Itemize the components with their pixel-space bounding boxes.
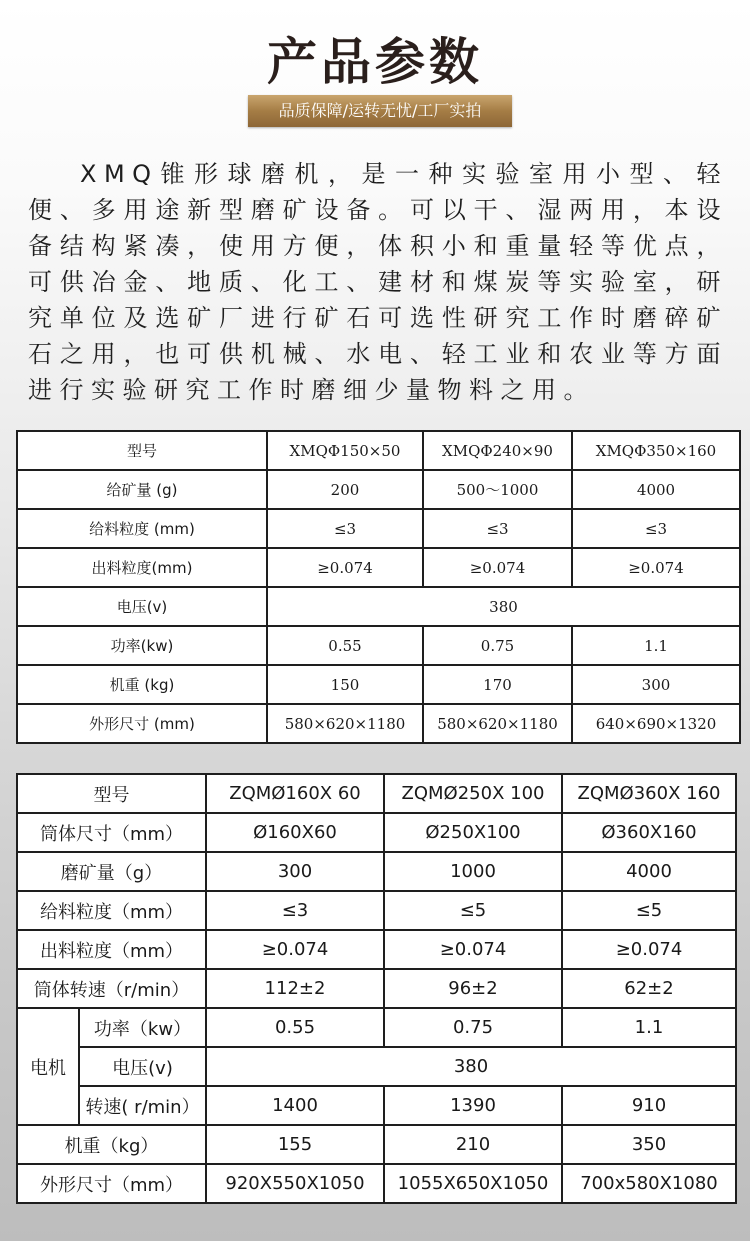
table-row (17, 470, 740, 509)
value-cell: ≥0.074 (572, 548, 740, 587)
row-label: 筒体尺寸（mm） (17, 813, 206, 852)
value-cell: ≥0.074 (423, 548, 572, 587)
table-row (17, 1047, 736, 1086)
table-row (17, 852, 736, 891)
value-cell: 500～1000 (423, 470, 572, 509)
value-cell: Ø250X100 (384, 813, 562, 852)
model-label: 型号 (17, 774, 206, 813)
page-title: 产品参数 (267, 33, 483, 91)
value-cell: 1400 (206, 1086, 384, 1125)
value-cell: ≤5 (562, 891, 736, 930)
zqm-spec-table (16, 773, 737, 1204)
subtitle-banner: 品质保障/运转无忧/工厂实拍 (248, 95, 512, 127)
value-cell: 112±2 (206, 969, 384, 1008)
value-cell: ≤3 (572, 509, 740, 548)
value-cell: 1055X650X1050 (384, 1164, 562, 1203)
table-row (17, 891, 736, 930)
value-cell: 62±2 (562, 969, 736, 1008)
value-cell: 0.75 (384, 1008, 562, 1047)
row-label: 外形尺寸 (mm) (17, 704, 267, 743)
value-cell: 1.1 (572, 626, 740, 665)
value-cell: Ø360X160 (562, 813, 736, 852)
model-cell: XMQΦ240×90 (423, 431, 572, 470)
value-cell: 0.75 (423, 626, 572, 665)
model-cell: XMQΦ350×160 (572, 431, 740, 470)
value-cell: 155 (206, 1125, 384, 1164)
value-cell: 96±2 (384, 969, 562, 1008)
table-row (17, 548, 740, 587)
table-row (17, 704, 740, 743)
value-cell: ≥0.074 (267, 548, 423, 587)
row-label: 电压(v) (17, 587, 267, 626)
row-label: 外形尺寸（mm） (17, 1164, 206, 1203)
value-cell: 1000 (384, 852, 562, 891)
table-row (17, 509, 740, 548)
model-cell: ZQMØ250X 100 (384, 774, 562, 813)
row-label: 转速( r/min） (79, 1086, 206, 1125)
value-cell: ≤5 (384, 891, 562, 930)
value-cell: ≤3 (206, 891, 384, 930)
table-row (17, 626, 740, 665)
value-cell: 150 (267, 665, 423, 704)
model-cell: ZQMØ160X 60 (206, 774, 384, 813)
model-cell: ZQMØ360X 160 (562, 774, 736, 813)
motor-group-label: 电机 (17, 1008, 79, 1125)
table-row (17, 665, 740, 704)
value-cell: 350 (562, 1125, 736, 1164)
row-label: 电压(v) (79, 1047, 206, 1086)
value-cell: 1.1 (562, 1008, 736, 1047)
table-row (17, 1086, 736, 1125)
table-row (17, 813, 736, 852)
model-label: 型号 (17, 431, 267, 470)
table-row (17, 1125, 736, 1164)
value-cell: 1390 (384, 1086, 562, 1125)
table-row (17, 1164, 736, 1203)
value-cell: ≤3 (267, 509, 423, 548)
value-cell: ≥0.074 (562, 930, 736, 969)
row-label: 功率（kw） (79, 1008, 206, 1047)
value-cell: 300 (572, 665, 740, 704)
value-cell: 4000 (562, 852, 736, 891)
value-cell: 170 (423, 665, 572, 704)
row-label: 机重（kg） (17, 1125, 206, 1164)
value-cell: Ø160X60 (206, 813, 384, 852)
value-cell: 380 (267, 587, 740, 626)
value-cell: ≤3 (423, 509, 572, 548)
value-cell: 4000 (572, 470, 740, 509)
table-row (17, 587, 740, 626)
value-cell: 700x580X1080 (562, 1164, 736, 1203)
value-cell: ≥0.074 (206, 930, 384, 969)
xmq-spec-table (16, 430, 741, 744)
value-cell: 0.55 (267, 626, 423, 665)
table-row (17, 774, 736, 813)
table-row (17, 1008, 736, 1047)
value-cell: 580×620×1180 (267, 704, 423, 743)
row-label: 给矿量 (g) (17, 470, 267, 509)
row-label: 出料粒度(mm) (17, 548, 267, 587)
value-cell: 640×690×1320 (572, 704, 740, 743)
product-description: XMQ锥形球磨机，是一种实验室用小型、轻便、多用途新型磨矿设备。可以干、湿两用，本设备结构紧凑，使用方便，体积小和重量轻等优点，可供冶金、地质、化工、建材和煤炭等实验室，研究单位及选矿厂进行矿石可选性研究工作时磨碎矿石之用，也可供机械、水电、轻工业和农业等方面进行实验研究工作时磨细少量物料之用。 (28, 160, 728, 404)
row-label: 机重 (kg) (17, 665, 267, 704)
row-label: 磨矿量（g） (17, 852, 206, 891)
row-label: 出料粒度（mm） (17, 930, 206, 969)
value-cell: 580×620×1180 (423, 704, 572, 743)
row-label: 给料粒度（mm） (17, 891, 206, 930)
value-cell: 0.55 (206, 1008, 384, 1047)
value-cell: 920X550X1050 (206, 1164, 384, 1203)
table-row (17, 431, 740, 470)
value-cell: ≥0.074 (384, 930, 562, 969)
value-cell: 200 (267, 470, 423, 509)
row-label: 筒体转速（r/min） (17, 969, 206, 1008)
value-cell: 380 (206, 1047, 736, 1086)
row-label: 功率(kw) (17, 626, 267, 665)
model-cell: XMQΦ150×50 (267, 431, 423, 470)
value-cell: 210 (384, 1125, 562, 1164)
row-label: 给料粒度 (mm) (17, 509, 267, 548)
value-cell: 910 (562, 1086, 736, 1125)
table-row (17, 969, 736, 1008)
table-row (17, 930, 736, 969)
value-cell: 300 (206, 852, 384, 891)
